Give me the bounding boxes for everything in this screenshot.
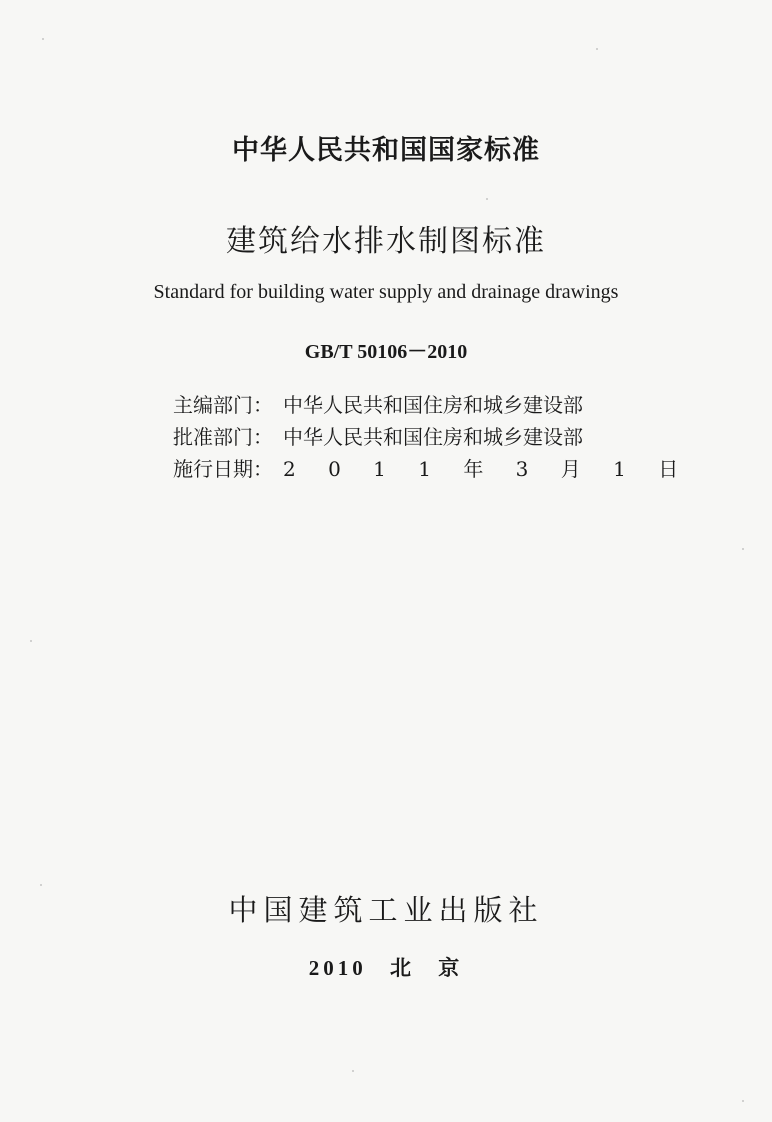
standard-code: GB/T 50106－2010 bbox=[304, 341, 468, 363]
scan-speckle bbox=[30, 640, 32, 642]
scan-speckle bbox=[596, 48, 598, 50]
scan-speckle bbox=[742, 1100, 744, 1102]
scan-speckle bbox=[352, 1070, 354, 1072]
approver-department-row bbox=[173, 423, 583, 451]
scan-speckle bbox=[486, 198, 488, 200]
standard-type-heading: 中华人民共和国国家标准 bbox=[232, 135, 540, 166]
publisher-name: 中国建筑工业出版社 bbox=[228, 893, 544, 927]
scan-speckle bbox=[40, 884, 42, 886]
scan-speckle bbox=[42, 38, 44, 40]
approver-department-value: 中华人民共和国住房和城乡建设部 bbox=[283, 425, 583, 449]
effective-date-value: 2 0 1 1 年 3 月 1 日 bbox=[283, 457, 692, 481]
editor-department-row bbox=[173, 391, 583, 419]
document-title-english: Standard for building water supply and drainage drawings bbox=[153, 281, 619, 303]
effective-date-row bbox=[173, 455, 691, 483]
scan-speckle bbox=[742, 548, 744, 550]
editor-department-label: 主编部门： bbox=[173, 393, 273, 417]
document-title-chinese: 建筑给水排水制图标准 bbox=[226, 224, 546, 259]
publication-year-place: 2010 北 京 bbox=[308, 956, 464, 980]
approver-department-label: 批准部门： bbox=[173, 425, 273, 449]
editor-department-value: 中华人民共和国住房和城乡建设部 bbox=[283, 393, 583, 417]
effective-date-label: 施行日期： bbox=[173, 457, 273, 481]
